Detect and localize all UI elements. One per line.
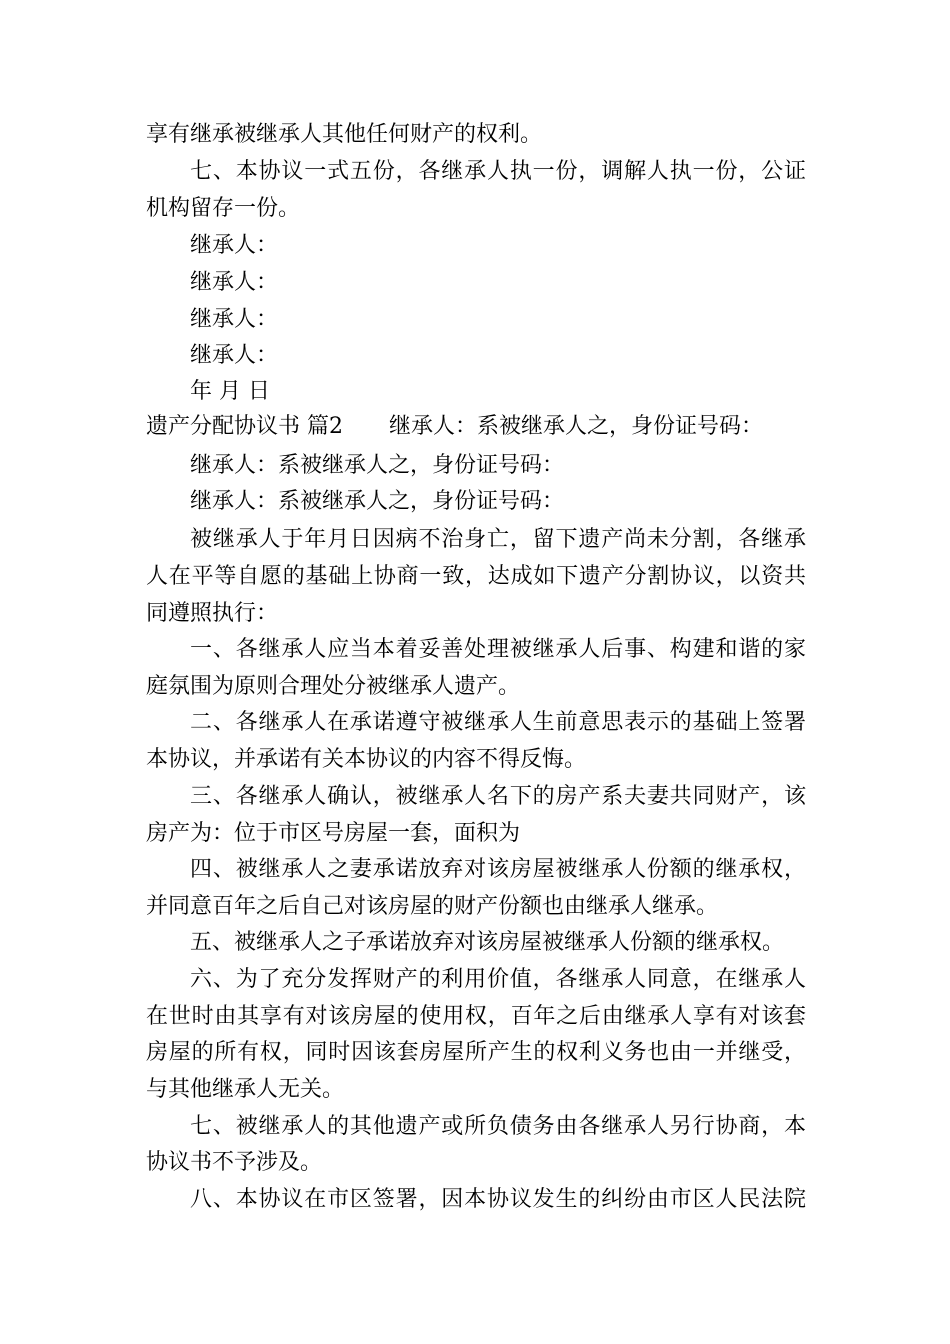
paragraph-line: 三、各继承人确认，被继承人名下的房产系夫妻共同财产，该 [190,784,806,809]
paragraph-line: 继承人：系被继承人之，身份证号码： [190,489,565,514]
paragraph-line: 四、被继承人之妻承诺放弃对该房屋被继承人份额的继承权， [190,857,806,882]
paragraph-line: 同遵照执行： [146,601,279,626]
paragraph-line: 在世时由其享有对该房屋的使用权，百年之后由继承人享有对该套 [146,1004,806,1029]
paragraph-line: 并同意百年之后自己对该房屋的财产份额也由继承人继承。 [146,894,719,919]
signature-line: 继承人： [190,343,279,368]
paragraph-line: 继承人：系被继承人之，身份证号码： [190,453,565,478]
paragraph-line: 六、为了充分发挥财产的利用价值，各继承人同意，在继承人 [190,967,806,992]
signature-line: 继承人： [190,307,279,332]
paragraph-line: 八、本协议在市区签署，因本协议发生的纠纷由市区人民法院 [190,1187,806,1212]
paragraph-line: 七、本协议一式五份，各继承人执一份，调解人执一份，公证 [190,159,806,184]
paragraph-line: 二、各继承人在承诺遵守被继承人生前意思表示的基础上签署 [190,710,806,735]
paragraph-line: 本协议，并承诺有关本协议的内容不得反悔。 [146,747,587,772]
date-line: 年 月 日 [190,379,270,404]
section-heading-row [146,409,806,445]
paragraph-line: 人在平等自愿的基础上协商一致，达成如下遗产分割协议，以资共 [146,564,806,589]
paragraph-line: 与其他继承人无关。 [146,1077,345,1102]
signature-line: 继承人： [190,270,279,295]
paragraph-line: 一、各继承人应当本着妥善处理被继承人后事、构建和谐的家 [190,637,806,662]
paragraph-line: 五、被继承人之子承诺放弃对该房屋被继承人份额的继承权。 [190,930,785,955]
paragraph-line: 继承人：系被继承人之，身份证号码： [389,414,764,439]
paragraph-line: 享有继承被继承人其他任何财产的权利。 [146,122,543,147]
paragraph-line: 协议书不予涉及。 [146,1150,323,1175]
paragraph-line: 七、被继承人的其他遗产或所负债务由各继承人另行协商，本 [190,1114,806,1139]
signature-line: 继承人： [190,233,279,258]
paragraph-line: 被继承人于年月日因病不治身亡，留下遗产尚未分割，各继承 [190,527,806,552]
paragraph-line: 庭氛围为原则合理处分被继承人遗产。 [146,674,521,699]
paragraph-line: 机构留存一份。 [146,196,301,221]
section-title: 遗产分配协议书 篇2 [146,414,343,439]
paragraph-line: 房屋的所有权，同时因该套房屋所产生的权利义务也由一并继受， [146,1040,806,1065]
paragraph-line: 房产为：位于市区号房屋一套，面积为 [146,821,521,846]
